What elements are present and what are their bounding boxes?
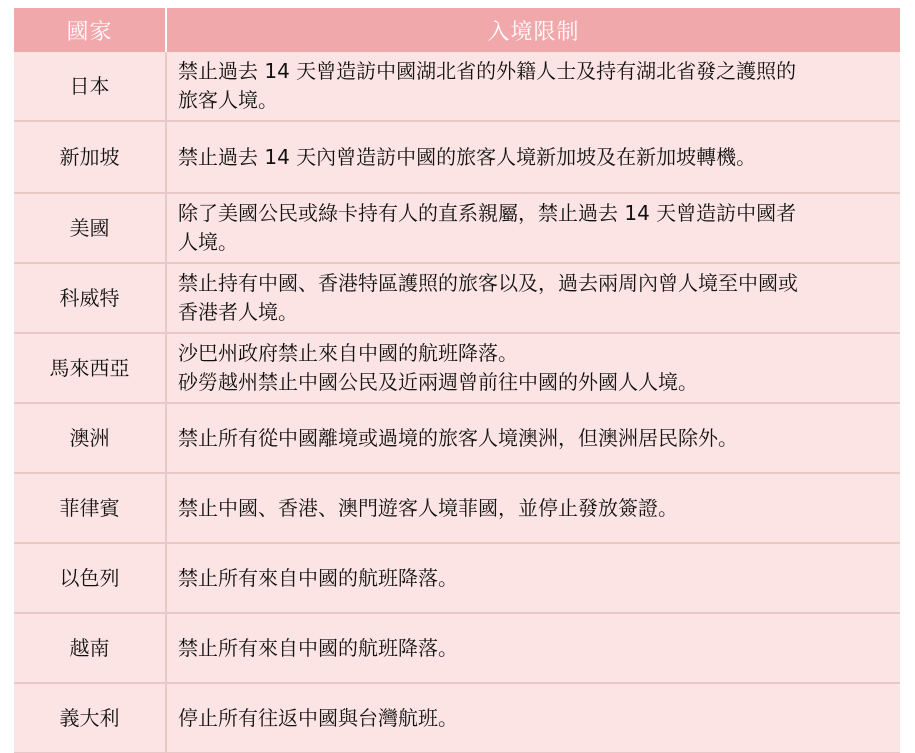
country-cell: 馬來西亞	[14, 333, 166, 403]
restriction-line: 禁止過去 14 天曾造訪中國湖北省的外籍人士及持有湖北省發之護照的	[178, 59, 797, 83]
country-cell: 新加坡	[14, 121, 166, 193]
restriction-line: 禁止所有從中國離境或過境的旅客人境澳洲，但澳洲居民除外。	[178, 425, 738, 450]
restriction-line: 香港者人境。	[178, 300, 298, 324]
restriction-cell	[166, 52, 900, 121]
table-row	[14, 683, 900, 753]
restriction-line: 人境。	[178, 230, 238, 254]
restriction-line: 旅客人境。	[178, 88, 278, 112]
country-cell: 科威特	[14, 263, 166, 333]
country-cell: 越南	[14, 613, 166, 683]
restriction-line: 禁止過去 14 天內曾造訪中國的旅客人境新加坡及在新加坡轉機。	[178, 144, 757, 169]
country-cell: 以色列	[14, 543, 166, 613]
table-row	[14, 473, 900, 543]
country-cell: 日本	[14, 52, 166, 121]
restriction-cell	[166, 333, 900, 403]
restriction-cell	[166, 121, 900, 193]
table-row	[14, 333, 900, 403]
table-row	[14, 52, 900, 121]
country-cell: 美國	[14, 193, 166, 263]
travel-restriction-table	[14, 8, 900, 753]
country-cell: 義大利	[14, 683, 166, 753]
table-row	[14, 613, 900, 683]
restriction-line: 禁止中國、香港、澳門遊客人境菲國，並停止發放簽證。	[178, 495, 678, 520]
table-row	[14, 121, 900, 193]
restriction-line: 禁止所有來自中國的航班降落。	[178, 565, 458, 590]
restriction-line: 禁止所有來自中國的航班降落。	[178, 635, 458, 660]
table-row	[14, 543, 900, 613]
restriction-line: 砂勞越州禁止中國公民及近兩週曾前往中國的外國人人境。	[178, 370, 698, 394]
restriction-cell	[166, 543, 900, 613]
restriction-line: 除了美國公民或綠卡持有人的直系親屬，禁止過去 14 天曾造訪中國者	[178, 201, 797, 225]
restriction-cell	[166, 403, 900, 473]
restriction-line: 停止所有往返中國與台灣航班。	[178, 705, 458, 730]
table-row	[14, 263, 900, 333]
restriction-line: 禁止持有中國、香港特區護照的旅客以及，過去兩周內曾人境至中國或	[178, 271, 798, 295]
restriction-cell	[166, 193, 900, 263]
restriction-cell	[166, 613, 900, 683]
restriction-cell	[166, 473, 900, 543]
table-header-row	[14, 8, 900, 52]
restriction-cell	[166, 263, 900, 333]
column-header-restriction: 入境限制	[166, 8, 900, 52]
travel-restriction-table-container	[14, 8, 900, 753]
country-cell: 菲律賓	[14, 473, 166, 543]
column-header-country: 國家	[14, 8, 166, 52]
restriction-cell	[166, 683, 900, 753]
restriction-line: 沙巴州政府禁止來自中國的航班降落。	[178, 341, 518, 365]
table-row	[14, 403, 900, 473]
country-cell: 澳洲	[14, 403, 166, 473]
table-row	[14, 193, 900, 263]
